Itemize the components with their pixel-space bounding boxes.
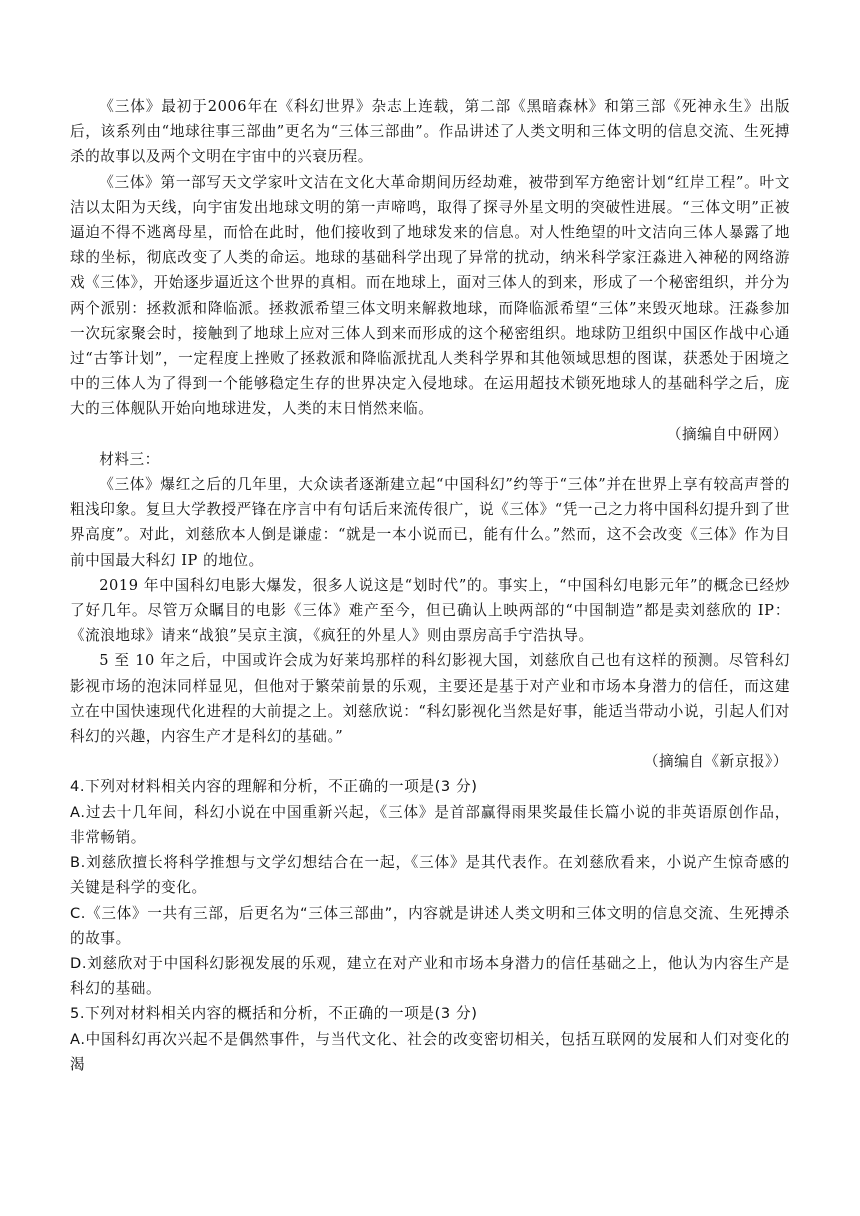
material2-paragraph-2: 《三体》第一部写天文学家叶文洁在文化大革命期间历经劫难，被带到军方绝密计划“红岸工程”。叶文洁以太阳为天线，向宇宙发出地球文明的第一声啼鸣，取得了探寻外星文明的突破性进展。“三体文明”正被逼迫不得不逃离母星，而恰在此时，他们接收到了地球发来的信息。对人性绝望的叶文洁向三体人暴露了地球的坐标，彻底改变了人类的命运。地球的基础科学出现了异常的扰动，纳米科学家汪淼进入神秘的网络游戏《三体》，开始逐步逼近这个世界的真相。而在地球上，面对三体人的到来，形成了一个秘密组织，并分为两个派别：拯救派和降临派。拯救派希望三体文明来解救地球，而降临派希望“三体”来毁灭地球。汪淼参加一次玩家聚会时，接触到了地球上应对三体人到来而形成的这个秘密组织。地球防卫组织中国区作战中心通过“古筝计划”，一定程度上挫败了拯救派和降临派扰乱人类科学界和其他领域思想的图谋，获悉处于困境之中的三体人为了得到一个能够稳定生存的世界决定入侵地球。在运用超技术锁死地球人的基础科学之后，庞大的三体舰队开始向地球进发，人类的末日悄然来临。 — [70, 173, 790, 418]
material3-source: （摘编自《新京报》） — [643, 753, 788, 771]
material3-paragraph-1: 《三体》爆红之后的几年里，大众读者逐渐建立起“中国科幻”约等于“三体”并在世界上享有较高声誉的粗浅印象。复旦大学教授严锋在序言中有句话后来流传很广，说《三体》“凭一己之力将中国科幻提升到了世界高度”。对此，刘慈欣本人倒是谦虚：“就是一本小说而已，能有什么。”然而，这不会改变《三体》作为目前中国最大科幻 IP 的地位。 — [70, 476, 790, 569]
material2-source: （摘编自中研网） — [666, 425, 788, 443]
question-4-option-d: D.刘慈欣对于中国科幻影视发展的乐观，建立在对产业和市场本身潜力的信任基础之上，他认为内容生产是科幻的基础。 — [70, 954, 790, 998]
document-page — [70, 94, 790, 1077]
material3-label: 材料三： — [99, 450, 160, 468]
material2-paragraph-1: 《三体》最初于2006年在《科幻世界》杂志上连载，第二部《黑暗森林》和第三部《死神永生》出版后，该系列由“地球往事三部曲”更名为“三体三部曲”。作品讲述了人类文明和三体文明的信息交流、生死搏杀的故事以及两个文明在宇宙中的兴衰历程。 — [70, 98, 790, 166]
question-5-stem: 5.下列对材料相关内容的概括和分析，不正确的一项是(3 分) — [70, 1005, 478, 1023]
question-4-option-b: B.刘慈欣擅长将科学推想与文学幻想结合在一起，《三体》是其代表作。在刘慈欣看来，小说产生惊奇感的关键是科学的变化。 — [70, 854, 790, 897]
material3-paragraph-3: 5 至 10 年之后，中国或许会成为好莱坞那样的科幻影视大国，刘慈欣自己也有这样的预测。尽管科幻影视市场的泡沫同样显见，但他对于繁荣前景的乐观，主要还是基于对产业和市场本身潜力的信任，而这建立在中国快速现代化进程的大前提之上。刘慈欣说：“科幻影视化当然是好事，能适当带动小说，引起人们对科幻的兴趣，内容生产才是科幻的基础。” — [70, 652, 790, 746]
question-4-stem: 4.下列对材料相关内容的理解和分析，不正确的一项是(3 分) — [70, 778, 478, 796]
material3-paragraph-2: 2019 年中国科幻电影大爆发，很多人说这是“划时代”的。事实上，“中国科幻电影元年”的概念已经炒了好几年。尽管万众瞩目的电影《三体》难产至今，但已确认上映两部的“中国制造”都是卖刘慈欣的 IP：《流浪地球》请来“战狼”吴京主演，《疯狂的外星人》则由票房高手宁浩执导。 — [70, 576, 790, 645]
question-4-option-a: A.过去十几年间，科幻小说在中国重新兴起，《三体》是首部赢得雨果奖最佳长篇小说的非英语原创作品，非常畅销。 — [70, 803, 790, 846]
question-5-option-a: A.中国科幻再次兴起不是偶然事件，与当代文化、社会的改变密切相关，包括互联网的发展和人们对变化的渴 — [70, 1030, 790, 1073]
question-4-option-c: C.《三体》一共有三部，后更名为“三体三部曲”，内容就是讲述人类文明和三体文明的信息交流、生死搏杀的故事。 — [70, 904, 790, 947]
